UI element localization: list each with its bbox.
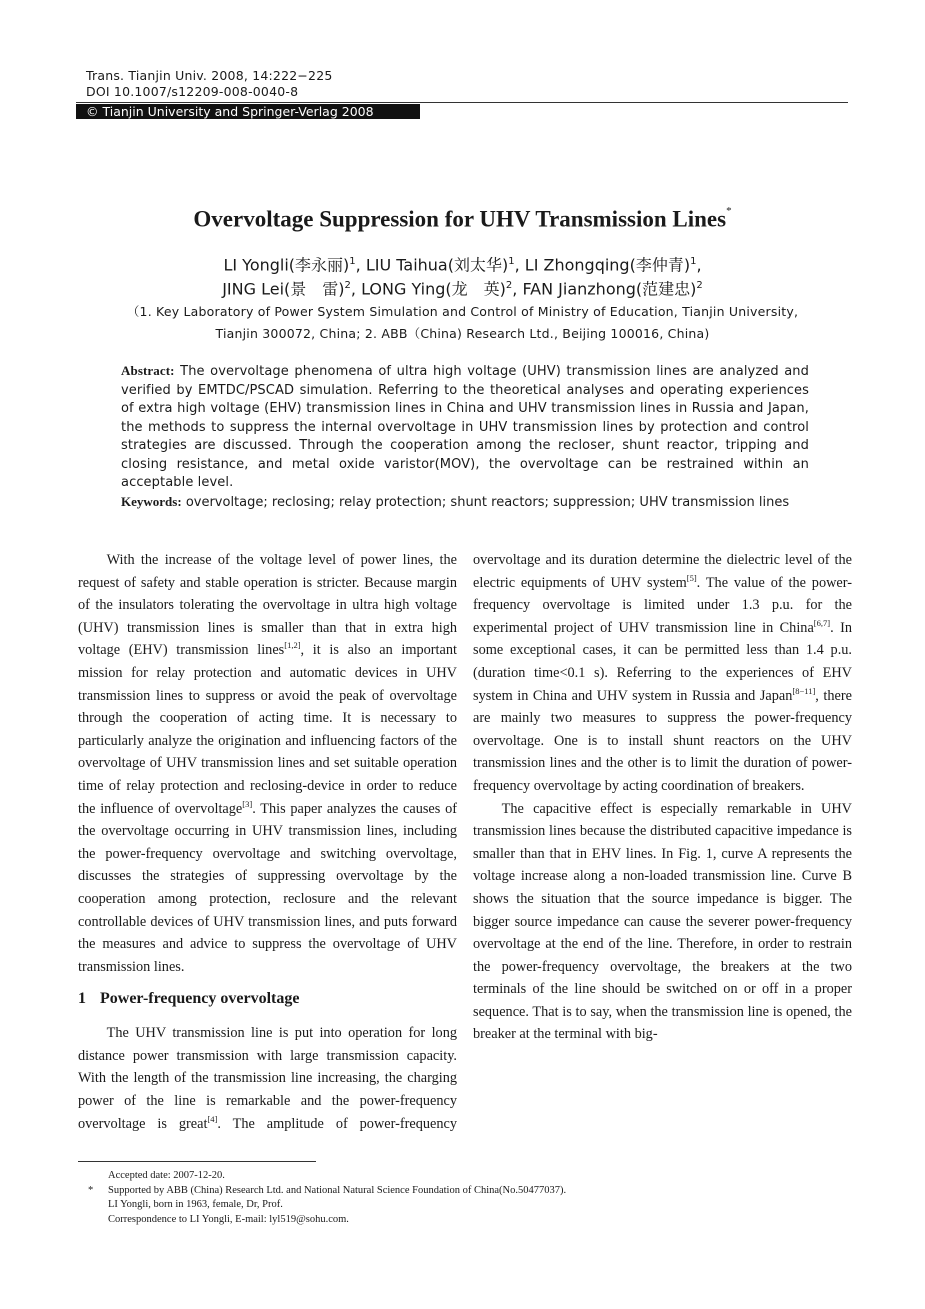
footnotes — [88, 1169, 566, 1227]
text-run: , there are mainly two measures to suppress the power-frequency overvoltage. One is to install shunt reactors on the UHV transmission lines and the other is to limit the duration of power-frequency overvoltage by acting coordination of breakers. — [473, 687, 852, 794]
author-separator: , — [350, 279, 362, 299]
footnote-support-text: Supported by ABB (China) Research Ltd. and National Natural Science Foundation of China(No.50477037). — [108, 1184, 567, 1196]
text-run: . The value of the power-frequency overvoltage is limited under 1.3 p.u. for the experimental project of UHV transmission line in China — [473, 574, 852, 636]
text-run: The UHV transmission line is put into operation for long distance power transmission with large transmission capacity. With the length of the transmission line increasing, the charging power of the line is remarkable and the power-frequency overvoltage is great — [78, 1025, 457, 1132]
text-run: . The amplitude of power-frequency overvoltage and its duration determine the dielectric level of the electric equipments of UHV system — [217, 552, 852, 1132]
author-affil-sup: 2 — [344, 280, 351, 291]
citation-ref: [1,2] — [284, 640, 301, 651]
citation-ref: [8−11] — [792, 685, 816, 696]
text-run: , it is also an important mission for relay protection and automatic devices in UHV transmission lines to suppress or avoid the peak of overvoltage through the cooperation of acting time. It is necessary to particularly analyze the origination and influencing factors of the overvoltage of UHV transmission lines and set suitable operation time of relay protection and reclosing-device in order to reduce the influence of overvoltage — [78, 642, 457, 817]
title-footnote-mark: * — [726, 205, 732, 217]
section-heading — [78, 986, 457, 1012]
keywords-label: Keywords: — [121, 494, 182, 509]
doi: DOI 10.1007/s12209-008-0040-8 — [86, 84, 299, 99]
paper-title — [0, 199, 925, 236]
journal-citation: Trans. Tianjin Univ. 2008, 14:222−225 — [86, 68, 333, 83]
section-number: 1 — [78, 990, 86, 1008]
author-affil-sup: 1 — [508, 256, 515, 267]
author-separator: , — [355, 255, 366, 275]
footnote-mark: * — [88, 1184, 94, 1196]
footnote-support — [88, 1184, 566, 1199]
section-title: Power-frequency overvoltage — [100, 990, 300, 1008]
abstract-label: Abstract: — [121, 363, 175, 378]
author-affil-sup: 2 — [696, 280, 703, 291]
author-affil-sup: 1 — [690, 256, 697, 267]
keywords — [121, 493, 809, 513]
copyright-bar: © Tianjin University and Springer-Verlag 2008 — [76, 104, 420, 119]
text-run: With the increase of the voltage level of power lines, the request of safety and stable operation is stricter. Because margin of the insulators tolerating the overvoltage in ultra high voltage (UHV) transmission lines is smaller than that in extra high voltage (EHV) transmission lines — [78, 552, 457, 659]
footnote-bio: LI Yongli, born in 1963, female, Dr, Prof. — [108, 1199, 283, 1210]
author-affil-sup: 2 — [505, 280, 513, 291]
header-rule — [76, 102, 848, 103]
citation-ref: [4] — [207, 1113, 218, 1124]
text-run: . In some exceptional cases, it can be permitted less than 1.4 p.u. (duration time<0.1 s). Referring to the experiences of EHV system in China and UHV system in Russia and Japan — [473, 619, 852, 704]
citation-ref: [6,7] — [813, 618, 831, 629]
title-text: Overvoltage Suppression for UHV Transmission Lines — [193, 206, 727, 232]
left-column — [78, 549, 852, 1157]
author: LONG Ying(龙 英) — [361, 279, 506, 299]
authors-line-1 — [0, 251, 925, 276]
intro-paragraph — [78, 549, 457, 978]
affiliation-line-2: Tianjin 300072, China; 2. ABB（China) Research Ltd., Beijing 100016, China) — [215, 326, 710, 341]
citation-ref: [5] — [686, 572, 697, 583]
author: LIU Taihua(刘太华) — [365, 255, 509, 275]
author-affil-sup: 1 — [349, 256, 356, 267]
keywords-text: overvoltage; reclosing; relay protection; shunt reactors; suppression; UHV transmission lines — [185, 495, 790, 510]
abstract-text: The overvoltage phenomena of ultra high voltage (UHV) transmission lines are analyzed and verified by EMTDC/PSCAD simulation. Referring to the theoretical analyses and operating experiences of extra high voltage (EHV) transmission lines in China and UHV transmission lines in Russia and Japan, the methods to suppress the internal overvoltage in UHV transmission lines by protection and control strategies are discussed. Through the cooperation among the recloser, shunt reactor, tripping and closing resistance, and metal oxide varistor(MOV), the overvoltage can be restrained within an acceptable level. — [121, 364, 809, 490]
author-separator: , — [696, 255, 702, 275]
authors-line-2 — [0, 275, 925, 300]
footnote-rule — [78, 1161, 316, 1162]
author: FAN Jianzhong(范建忠) — [522, 279, 697, 299]
section-paragraph: The capacitive effect is especially remarkable in UHV transmission lines because the distributed capacitive impedance is smaller than that in EHV lines. In Fig. 1, curve A represents the voltage increase along a non-loaded transmission line. Curve B shows the situation that the source impedance is bigger. The bigger source impedance can cause the severer power-frequency overvoltage at the end of the line. Therefore, in order to restrain the power-frequency overvoltage, the breakers at the two terminals of the line should be switched on or off in a proper sequence. That is to say, when the transmission line is opened, the breaker at the terminal with big- — [473, 800, 852, 1043]
affiliation-line-1: （1. Key Laboratory of Power System Simulation and Control of Ministry of Education, Tianjin University, — [126, 304, 799, 319]
author: LI Zhongqing(李仲青) — [524, 255, 691, 275]
author-separator: , — [512, 279, 523, 299]
text-run: . This paper analyzes the causes of the overvoltage occurring in UHV transmission lines, including the power-frequency overvoltage and switching overvoltage, discusses the strategies of suppressing overvoltage by the cooperation among protection, reclosure and the relevant controllable devices of UHV transmission lines, and puts forward the measures and advice to suppress the overvoltage of UHV transmission lines. — [78, 800, 457, 975]
citation-ref: [3] — [242, 798, 253, 809]
author: JING Lei(景 雷) — [222, 279, 345, 299]
footnote-correspondence: Correspondence to LI Yongli, E-mail: lyl519@sohu.com. — [108, 1213, 349, 1225]
author-separator: , — [514, 255, 525, 275]
abstract — [121, 362, 809, 493]
author: LI Yongli(李永丽) — [223, 255, 350, 275]
footnote-accepted: Accepted date: 2007-12-20. — [108, 1170, 225, 1181]
journal-header — [86, 68, 333, 100]
